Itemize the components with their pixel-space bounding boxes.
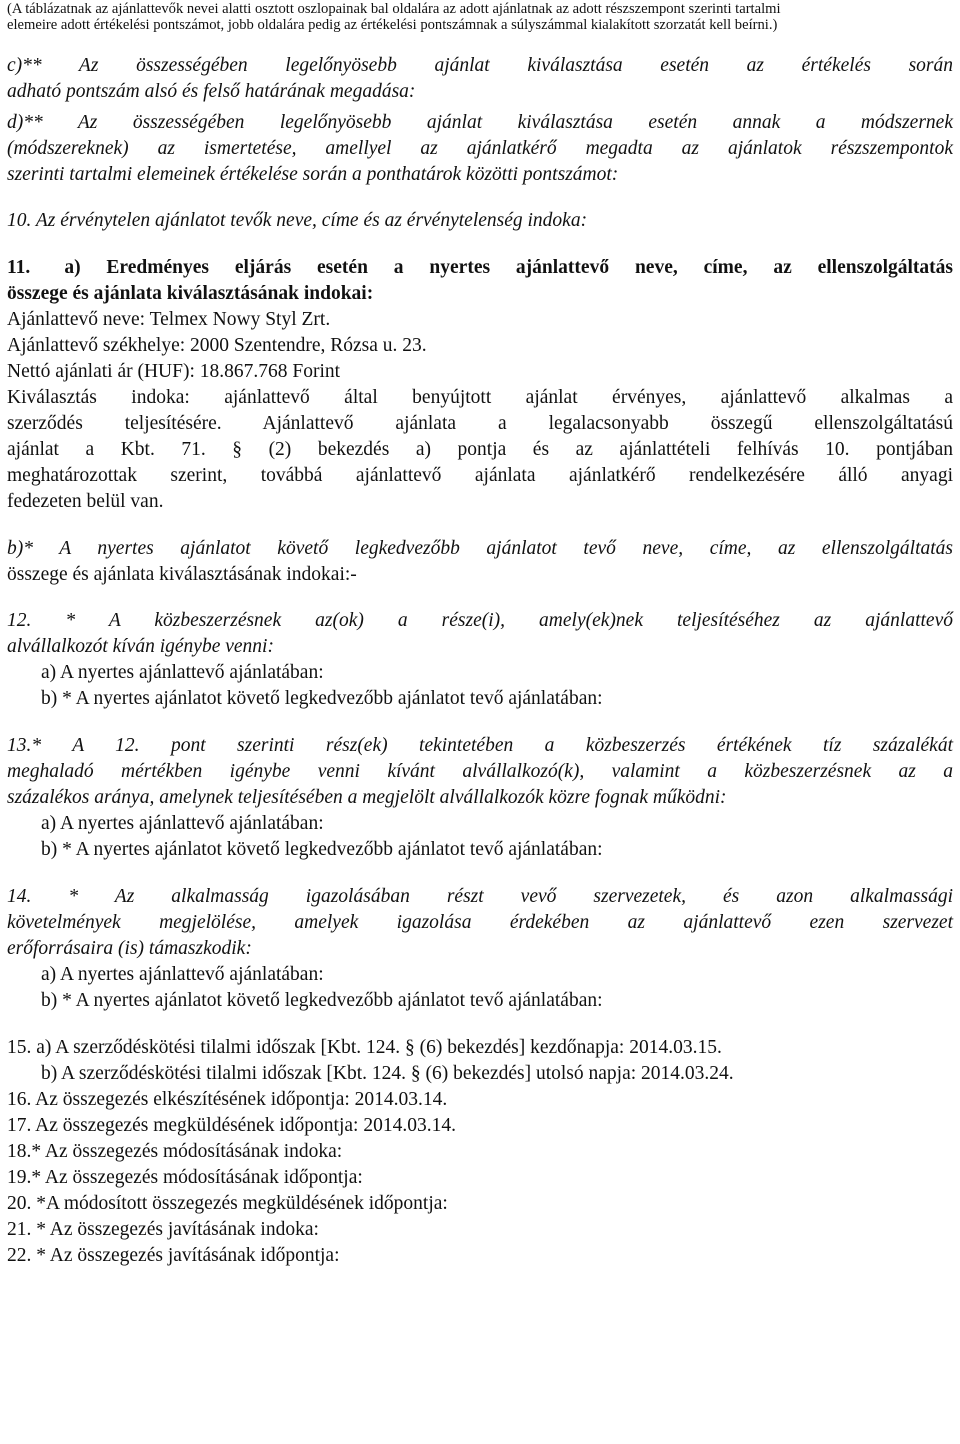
section-12 [7,608,953,712]
net-price: Nettó ajánlati ár (HUF): 18.867.768 Forint [7,361,341,382]
section-c-line: c)** Az összességében legelőnyösebb ajánlat kiválasztása esetén az értékelés során [7,55,953,76]
section-12-b: b) * A nyertes ajánlatot követő legkedvezőbb ajánlatot tevő ajánlatában: [41,688,603,709]
section-10 [7,208,953,234]
section-13-line: meghaladó mértékben igénybe venni kívánt alvállalkozó(k), valamint a közbeszerzésnek az a [7,761,953,782]
document-page [7,0,953,1269]
section-d [7,110,953,188]
section-11-b-line: összege és ajánlata kiválasztásának indokai:- [7,564,357,585]
section-10-text: 10. Az érvénytelen ajánlatot tevők neve, címe és az érvénytelenség indoka: [7,210,588,231]
section-12-line: 12. * A közbeszerzésnek az(ok) a része(i), amely(ek)nek teljesítéséhez az ajánlattevő [7,610,953,631]
section-14-b: b) * A nyertes ajánlatot követő legkedvezőbb ajánlatot tevő ajánlatában: [41,990,603,1011]
item-19: 19.* Az összegezés módosításának időpontja: [7,1167,363,1188]
section-12-line: alvállalkozót kíván igénybe venni: [7,636,274,657]
section-d-line: szerinti tartalmi elemeinek értékelése során a ponthatárok közötti pontszámot: [7,164,619,185]
item-21: 21. * Az összegezés javításának indoka: [7,1219,319,1240]
item-16: 16. Az összegezés elkészítésének időpontja: 2014.03.14. [7,1089,448,1110]
item-15a: 15. a) A szerződéskötési tilalmi időszak [Kbt. 124. § (6) bekezdés] kezdőnapja: 2014.03.15. [7,1037,722,1058]
reason-line: ajánlat a Kbt. 71. § (2) bekezdés a) pontja és az ajánlattételi felhívás 10. pontjában [7,439,953,460]
table-instruction-note [7,1,953,33]
section-11-heading [7,255,953,281]
note-line: elemeire adott értékelési pontszámot, jobb oldalára pedig az értékelési pontszámnak a súlyszámmal kialakított szorzatát kell beírni.) [7,17,778,33]
section-13 [7,733,953,863]
section-d-line: d)** Az összességében legelőnyösebb ajánlat kiválasztása esetén annak a módszernek [7,112,953,133]
item-15b: b) A szerződéskötési tilalmi időszak [Kbt. 124. § (6) bekezdés] utolsó napja: 2014.03.24. [41,1063,734,1084]
reason-line: szerződés teljesítésére. Ajánlattevő ajánlata a legalacsonyabb összegű ellenszolgáltatású [7,413,953,434]
bidder-name: Ajánlattevő neve: Telmex Nowy Styl Zrt. [7,309,331,330]
item-20: 20. *A módosított összegezés megküldésének időpontja: [7,1193,448,1214]
section-12-a: a) A nyertes ajánlattevő ajánlatában: [41,662,324,683]
reason-line: fedezeten belül van. [7,491,164,512]
section-14-line: 14. * Az alkalmasság igazolásában részt vevő szervezetek, és azon alkalmassági [7,886,953,907]
section-c [7,53,953,105]
section-11-number: 11. [7,257,31,278]
section-14 [7,884,953,1014]
section-11-heading-cont: összege és ajánlata kiválasztásának indokai: [7,283,374,304]
item-17: 17. Az összegezés megküldésének időpontja: 2014.03.14. [7,1115,456,1136]
section-13-line: 13.* A 12. pont szerinti rész(ek) tekintetében a közbeszerzés értékének tíz százalékát [7,735,953,756]
section-13-line: százalékos aránya, amelynek teljesítésében a megjelölt alvállalkozók közre fognak működni: [7,787,727,808]
section-11 [7,255,953,588]
section-11-b-line [7,536,953,562]
item-18: 18.* Az összegezés módosításának indoka: [7,1141,343,1162]
section-13-a: a) A nyertes ajánlattevő ajánlatában: [41,813,324,834]
section-d-line: (módszereknek) az ismertetése, amellyel az ajánlatkérő megadta az ajánlatok részszempontok [7,138,953,159]
bidder-seat: Ajánlattevő székhelye: 2000 Szentendre, Rózsa u. 23. [7,335,427,356]
section-14-a: a) A nyertes ajánlattevő ajánlatában: [41,964,324,985]
section-11-b [7,536,953,588]
closing-items [7,1035,953,1269]
section-13-b: b) * A nyertes ajánlatot követő legkedvezőbb ajánlatot tevő ajánlatában: [41,839,603,860]
section-11-b-text: b)* A nyertes ajánlatot követő legkedvezőbb ajánlatot tevő neve, címe, az ellenszolgáltatás [7,538,953,559]
section-11-heading-text: a) Eredményes eljárás esetén a nyertes ajánlattevő neve, címe, az ellenszolgáltatás [64,257,953,278]
note-line: (A táblázatnak az ajánlattevők nevei alatti osztott oszlopainak bal oldalára az adott ajánlatnak az adott részszempont szerinti tartalmi [7,1,781,17]
section-14-line: követelmények megjelölése, amelyek igazolása érdekében az ajánlattevő ezen szervezet [7,912,953,933]
reason-line: Kiválasztás indoka: ajánlattevő által benyújtott ajánlat érvényes, ajánlattevő alkalmas a [7,387,953,408]
section-14-line: erőforrásaira (is) támaszkodik: [7,938,252,959]
section-c-line: adható pontszám alsó és felső határának megadása: [7,81,416,102]
reason-line: meghatározottak szerint, továbbá ajánlattevő ajánlata ajánlatkérő rendelkezésére álló anyagi [7,465,953,486]
item-22: 22. * Az összegezés javításának időpontja: [7,1245,340,1266]
